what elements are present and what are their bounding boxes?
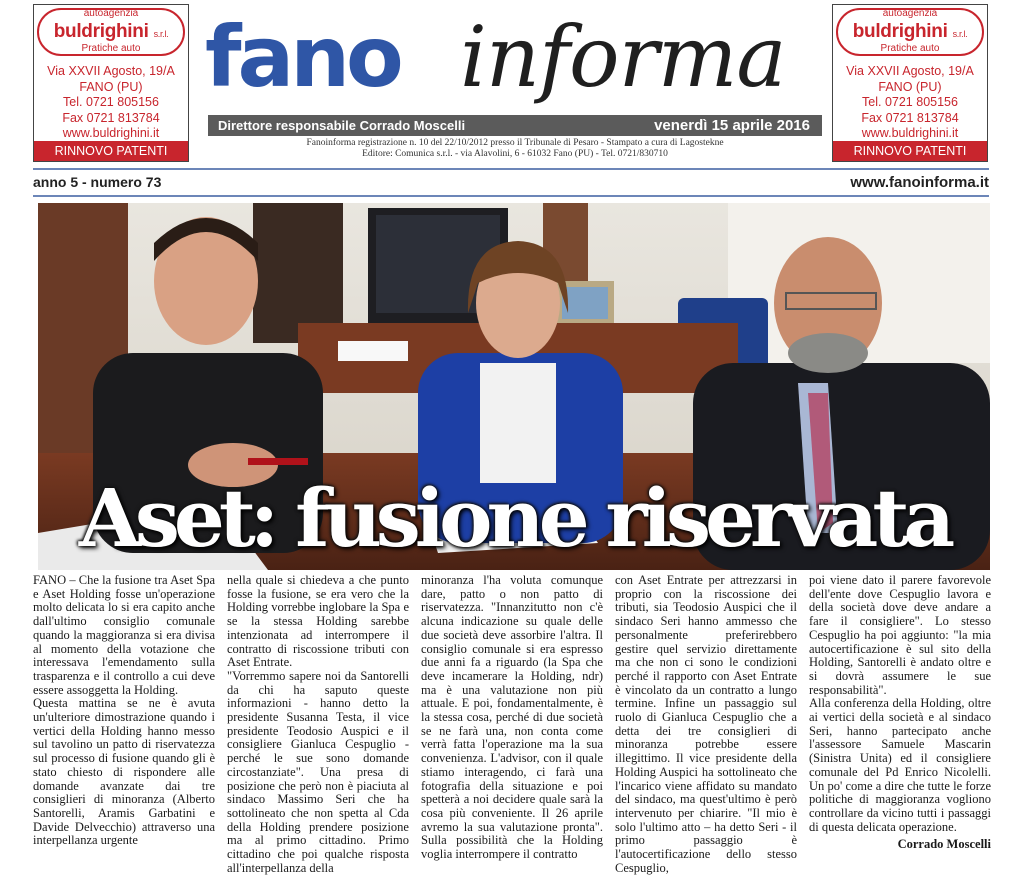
- ad-top-line: autoagenzia: [83, 8, 139, 19]
- ad-tagline: Pratiche auto: [81, 43, 141, 54]
- divider-top: [33, 168, 989, 170]
- masthead-informa: informa: [460, 8, 786, 106]
- ad-bar: RINNOVO PATENTI: [833, 141, 987, 161]
- ad-top-line: autoagenzia: [882, 8, 938, 19]
- issue-number: anno 5 - numero 73: [33, 174, 162, 190]
- article-headline: Aset: fusione riservata: [78, 471, 950, 565]
- ad-tel: Tel. 0721 805156: [862, 95, 958, 109]
- ad-address: Via XXVII Agosto, 19/A: [846, 64, 974, 78]
- masthead-fano: fano: [205, 8, 400, 106]
- article-column-4: [615, 573, 797, 875]
- masthead-logo[interactable]: [205, 2, 825, 112]
- ad-tel: Tel. 0721 805156: [63, 95, 159, 109]
- paragraph: minoranza l'ha voluta comunque dare, patto o non patto di riservatezza. "Innanzitutto non c'è alcuna indicazione su quale delle due società deve assorbire l'altra. Il consiglio comunale si era espresso due anni fa a riguardo (la Spa che deve incamerare la Holding, ndr) ma è una valutazione non più attuale. E poi, fondamentalmente, è la stessa cosa, perché di due società se ne farà una, non conta come verrà fatta l'operazione ma la sua convenienza. L'advisor, con il quale stiamo interagendo, ci farà una fotografia della situazione e poi spetterà a noi decidere quale sarà la cosa più conveniente. Il 26 aprile avremo la sua valutazione pronta". Sulla possibilità che la Holding voglia interrompere il contratto: [421, 573, 603, 862]
- ad-brand: buldrighini s.r.l.: [852, 21, 968, 42]
- author-signature: Corrado Moscelli: [897, 837, 991, 852]
- ad-fax: Fax 0721 813784: [861, 110, 959, 125]
- paragraph: Questa mattina se ne è avuta un'ulteriore dimostrazione quando i vertici della Holding hanno messo sul tavolino un patto di riservatezza sul processo di fusione quando gli è stato chiesto di rispondere alle domande avanzate dai tre consiglieri di minoranza (Alberto Santorelli, Aramis Garbatini e Davide Delvecchio) attraverso una interpellanza urgente: [33, 696, 215, 848]
- article-column-1: [33, 573, 215, 848]
- article-column-3: [421, 573, 603, 862]
- paragraph: poi viene dato il parere favorevole dell'ente dove Cespuglio lavora e della società dove deve andare a fare il consigliere". Lo stesso Cespuglio ha poi aggiunto: "la mia autocertificazione è sul sito della Holding, Santorelli è andato oltre e si dovrà assumere le sue responsabilità".: [809, 573, 991, 697]
- paragraph: Alla conferenza della Holding, oltre ai vertici della società e al sindaco Seri, hanno partecipato anche l'assessore Samuele Mascarin (Sinistra Unita) ed il consigliere comunale del Pd Enrico Nicolelli. Un po' come a dire che tutte le forze politiche di maggioranza vogliono controllare da vicino tutti i passaggi di questa delicata operazione.: [809, 696, 991, 834]
- ad-right[interactable]: [832, 4, 988, 162]
- director-name: Direttore responsabile Corrado Moscelli: [218, 118, 466, 133]
- paragraph: nella quale si chiedeva a che punto fosse la fusione, se era vero che la Holding vorrebbe inglobare la Spa e se la stessa Holding sarebbe intenzionata ad interrompere il contratto di riscossione tributi con Aset Entrate.: [227, 573, 409, 670]
- ad-bar: RINNOVO PATENTI: [34, 141, 188, 161]
- paragraph: "Vorremmo sapere noi da Santorelli da chi ha saputo queste informazioni - hanno detto la presidente Susanna Testa, il vice presidente Teodosio Auspici e il consigliere Gianluca Cespuglio - perché le sue sono domande circostanziate". Una presa di posizione che però non è piaciuta al sindaco Massimo Seri che ha sottolineato che non spetta al Cda della Holding prendere posizione ma al primo cittadino. Primo cittadino che poi qualche risposta all'interpellanza della: [227, 668, 409, 875]
- ad-tagline: Pratiche auto: [880, 43, 940, 54]
- registration-info: [208, 138, 822, 160]
- ad-logo: [836, 8, 984, 56]
- ad-city: FANO (PU): [79, 79, 143, 94]
- ad-web[interactable]: www.buldrighini.it: [861, 126, 959, 140]
- registration-line-2: Editore: Comunica s.r.l. - via Alavolini, 6 - 61032 Fano (PU) - Tel. 0721/830710: [362, 149, 668, 159]
- director-bar: [208, 115, 822, 136]
- ad-contact: [34, 64, 188, 142]
- website-link[interactable]: www.fanoinforma.it: [850, 174, 989, 191]
- ad-contact: [833, 64, 987, 142]
- paragraph: con Aset Entrate per attrezzarsi in proprio con la riscossione dei tributi, sia Teodosio Auspici che il sindaco Seri hanno ammesso che personalmente preferirebbero gestire quel servizio direttamente ma che non ci sono le condizioni perché il rapporto con Aset Entrate è vincolato da un contratto a lungo termine. Infine un passaggio sul ruolo di Gianluca Cespuglio che a detta dei tre consiglieri di minoranza potrebbe essere illegittimo. Il vice presidente della Holding Auspici ha sottolineato che l'incarico viene affidato su mandato del sindaco, ma quest'ultimo è però intervenuto per chiarire. "Il mio è solo l'ultimo atto – ha detto Seri - il primo passaggio è l'autocertificazione dello stesso Cespuglio,: [615, 573, 797, 875]
- paragraph: FANO – Che la fusione tra Aset Spa e Aset Holding fosse un'operazione molto delicata lo si era capito anche dall'ultimo consiglio comunale quando la maggioranza si era divisa al momento della votazione che interessava l'emendamento sulla trasparenza e il controllo a cui deve essere assoggetta la Holding.: [33, 573, 215, 697]
- ad-city: FANO (PU): [878, 79, 942, 94]
- issue-date: venerdì 15 aprile 2016: [654, 117, 810, 134]
- registration-line-1: Fanoinforma registrazione n. 10 del 22/10/2012 presso il Tribunale di Pesaro - Stampato a cura di Lagostekne: [306, 138, 724, 148]
- ad-brand: buldrighini s.r.l.: [53, 21, 169, 42]
- ad-fax: Fax 0721 813784: [62, 110, 160, 125]
- ad-logo: [37, 8, 185, 56]
- article-body: [33, 573, 991, 875]
- article-column-2: [227, 573, 409, 875]
- ad-left[interactable]: [33, 4, 189, 162]
- divider-bottom: [33, 195, 989, 197]
- ad-address: Via XXVII Agosto, 19/A: [47, 64, 175, 78]
- article-column-5: [809, 573, 991, 852]
- ad-web[interactable]: www.buldrighini.it: [62, 126, 160, 140]
